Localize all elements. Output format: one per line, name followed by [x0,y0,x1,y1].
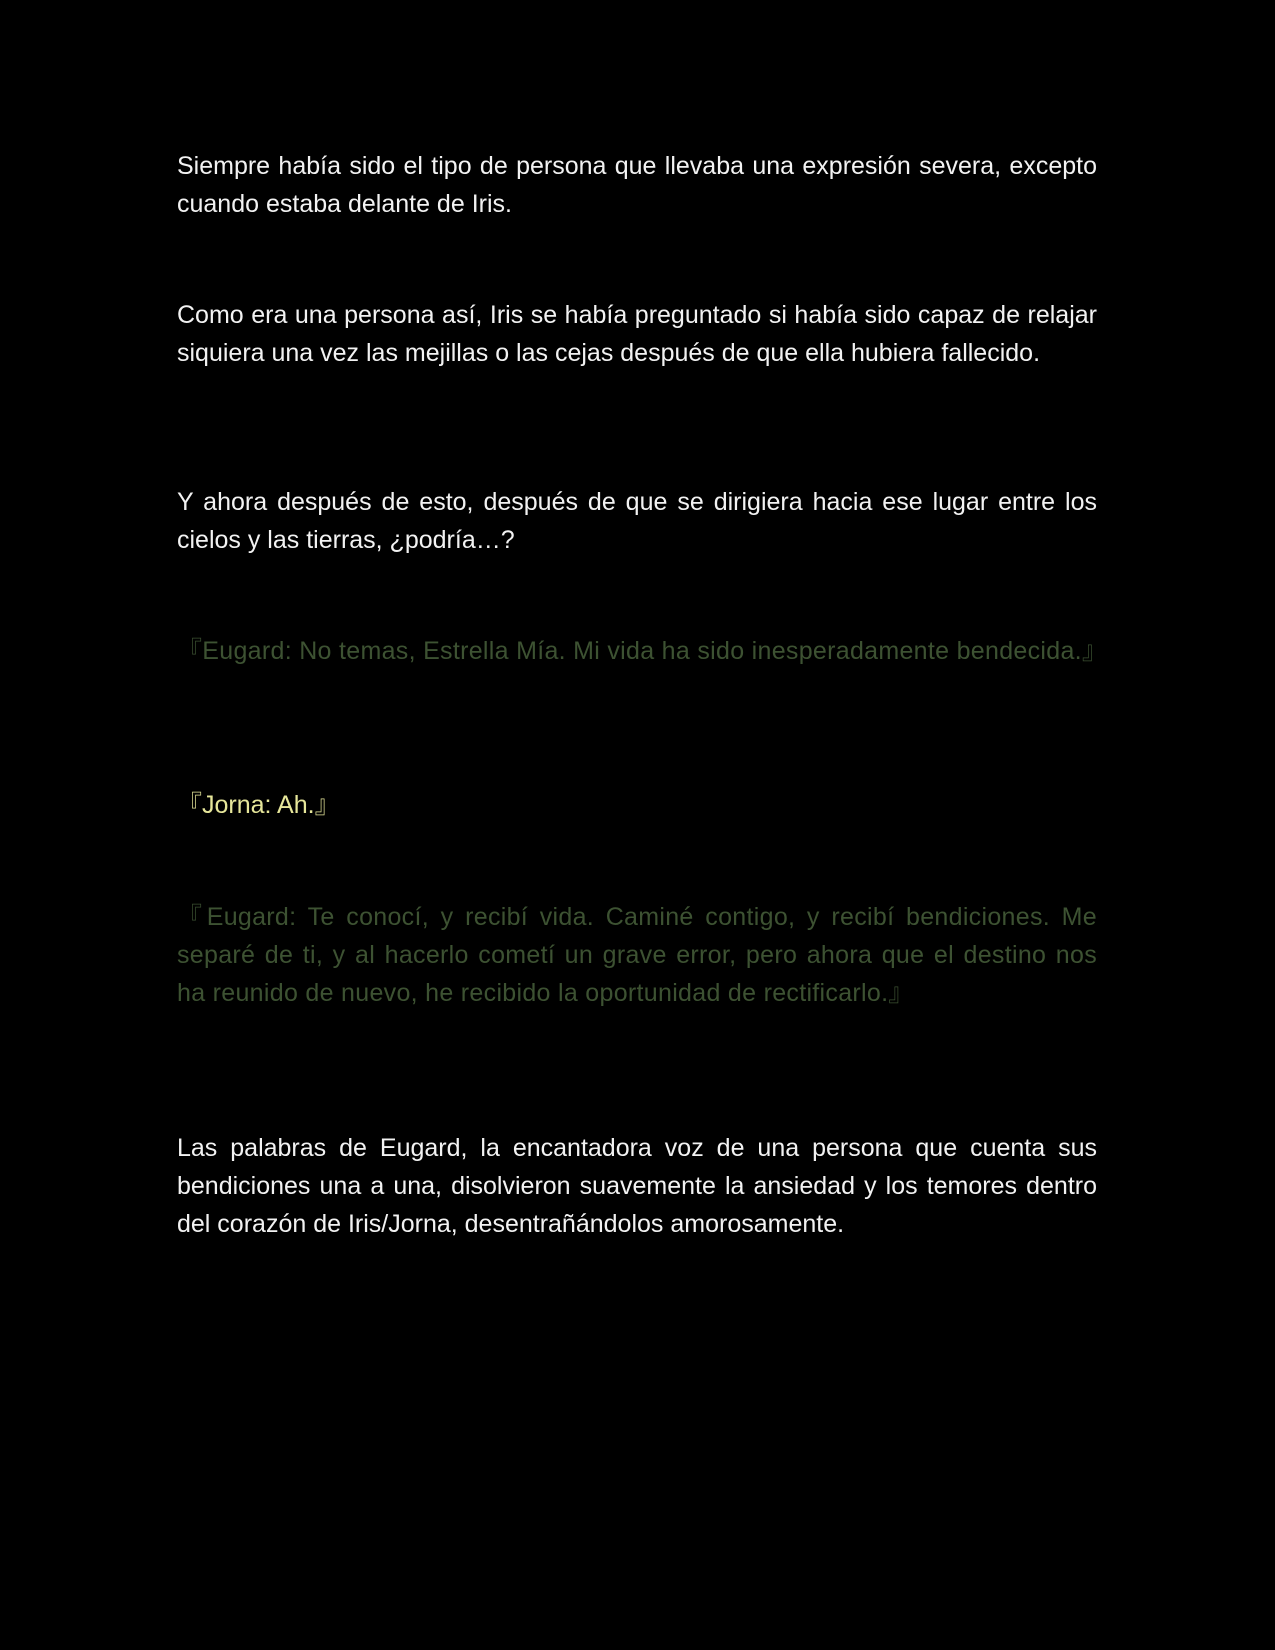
eugard-dialogue: 『Eugard: Te conocí, y recibí vida. Caminé contigo, y recibí bendiciones. Me separé de ti, y al hacerlo cometí un grave error, pero ahora que el destino nos ha reunido de nuevo, he recibido la oportunidad de rectificarlo.』 [177,903,1097,1007]
narration-paragraph: Las palabras de Eugard, la encantadora voz de una persona que cuenta sus bendiciones una a una, disolvieron suavemente la ansiedad y los temores dentro del corazón de Iris/Jorna, desentrañándolos amorosamente. [177,1134,1097,1238]
narration-paragraph: Como era una persona así, Iris se había preguntado si había sido capaz de relajar siquiera una vez las mejillas o las cejas después de que ella hubiera fallecido. [177,301,1097,367]
jorna-dialogue: 『Jorna: Ah.』 [177,791,340,819]
narration-paragraph: Y ahora después de esto, después de que se dirigiera hacia ese lugar entre los cielos y las tierras, ¿podría…? [177,488,1097,554]
eugard-dialogue: 『Eugard: No temas, Estrella Mía. Mi vida ha sido inesperadamente bendecida.』 [177,637,1108,665]
narration-paragraph: Siempre había sido el tipo de persona que llevaba una expresión severa, excepto cuando estaba delante de Iris. [177,152,1097,218]
